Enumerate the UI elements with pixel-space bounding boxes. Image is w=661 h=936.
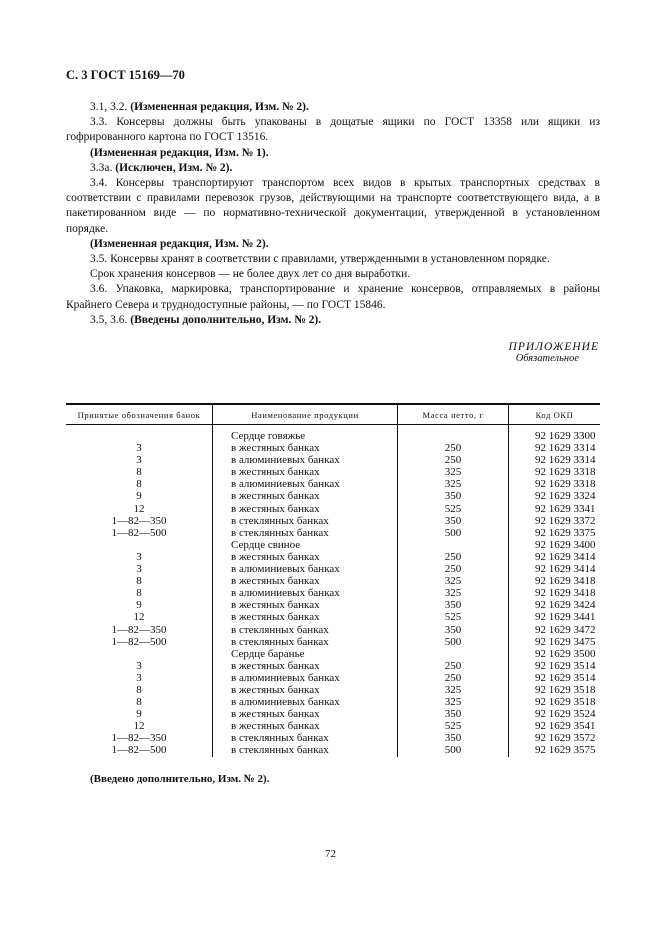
paragraph-text: 3.3. Консервы должны быть упакованы в дощатые ящики по ГОСТ 13358 или ящики из гофрированного картона по ГОСТ 13516. [66,116,600,144]
footnote: (Введено дополнительно, Изм. № 2). [90,773,270,785]
table-row [66,551,600,563]
paragraph [66,282,600,312]
table-cell: 8 [136,478,142,491]
table-cell: в жестяных банках [213,551,398,563]
table-cell: 1—82—350 [111,732,167,745]
column-header: Масса нетто, г [398,404,509,425]
table-cell: 3 [136,442,142,455]
table-row [66,587,600,599]
table-cell: 9 [136,708,142,721]
table-cell: 92 1629 3424 [509,599,601,611]
table-cell: 325 [398,587,509,599]
table-cell: 8 [136,466,142,479]
table-cell: 92 1629 3318 [509,466,601,478]
table-cell: 92 1629 3375 [509,527,601,539]
table-cell: 12 [133,611,145,624]
amendment-note: (Введены дополнительно, Изм. № 2). [130,313,322,326]
table-row [66,539,600,551]
table-row [66,684,600,696]
paragraph-text: Срок хранения консервов — не более двух лет со дня выработки. [90,268,411,281]
table-cell: 500 [398,744,509,756]
table-cell: 525 [398,720,509,732]
table-row [66,478,600,490]
table-cell [66,425,213,443]
paragraph-text: 3.5. Консервы хранят в соответствии с правилами, утвержденными в установленном порядке. [90,253,550,266]
table-cell: 1—82—500 [111,744,167,757]
table-cell: в жестяных банках [213,684,398,696]
table-cell: 325 [398,684,509,696]
table-cell: 1—82—500 [111,635,167,648]
amendment-note: (Исключен, Изм. № 2). [115,161,233,174]
table-cell: 3 [136,671,142,684]
table-cell: 525 [398,611,509,623]
table-cell: в алюминиевых банках [213,454,398,466]
table-cell [398,425,509,443]
amendment-note: (Измененная редакция, Изм. № 2). [130,101,309,113]
table-cell: 325 [398,575,509,587]
table-row [66,660,600,672]
table-cell: 1—82—500 [111,526,167,539]
table-row [66,696,600,708]
table-cell: 350 [398,732,509,744]
table-cell: 250 [398,672,509,684]
table-cell: 92 1629 3500 [509,648,601,660]
table-cell: 92 1629 3414 [509,551,601,563]
table-cell: в стеклянных банках [213,732,398,744]
table-cell: 92 1629 3341 [509,503,601,515]
table-cell: в жестяных банках [213,466,398,478]
table-cell: 92 1629 3414 [509,563,601,575]
table-row [66,490,600,502]
table-cell: 3 [136,563,142,576]
document-body [66,100,600,328]
paragraph-text: 3.5, 3.6. [90,313,131,326]
table-row [66,611,600,623]
table-cell: 250 [398,442,509,454]
table-cell: в жестяных банках [213,611,398,623]
table-cell: 92 1629 3572 [509,732,601,744]
table-cell: 350 [398,708,509,720]
table-cell: 92 1629 3514 [509,672,601,684]
table-cell: 92 1629 3518 [509,696,601,708]
table-cell: Сердце баранье [213,648,398,660]
table-cell: 92 1629 3575 [509,744,601,756]
paragraph [66,146,600,161]
table-row [66,720,600,732]
table-row [66,636,600,648]
table-cell: Сердце говяжье [213,425,398,443]
table-row [66,672,600,684]
table-cell: в алюминиевых банках [213,696,398,708]
table-row [66,732,600,744]
table-cell: 350 [398,599,509,611]
amendment-note: (Измененная редакция, Изм. № 2). [90,237,269,250]
column-header: Принятые обозначения банок [66,404,213,425]
paragraph [66,313,600,328]
table-row [66,624,600,636]
table-cell: 325 [398,478,509,490]
table-cell: в алюминиевых банках [213,478,398,490]
table-cell: в жестяных банках [213,708,398,720]
table-cell: 92 1629 3400 [509,539,601,551]
table-row [66,744,600,756]
table-cell: Сердце свиное [213,539,398,551]
table-cell: 92 1629 3324 [509,490,601,502]
table-cell: в стеклянных банках [213,527,398,539]
paragraph-text: 3.1, 3.2. [90,101,131,113]
table-cell: 9 [136,599,142,612]
table-cell: 3 [136,454,142,467]
column-header: Код ОКП [509,404,601,425]
table-cell: 92 1629 3314 [509,454,601,466]
table-cell: 12 [133,502,145,515]
table-cell: 500 [398,527,509,539]
table-cell: в алюминиевых банках [213,563,398,575]
table-cell: 3 [136,659,142,672]
column-header: Наименование продукции [213,404,398,425]
table-cell: 1—82—350 [111,514,167,527]
appendix-heading [509,341,599,364]
table-row [66,515,600,527]
table-cell: в алюминиевых банках [213,587,398,599]
table-cell: 92 1629 3372 [509,515,601,527]
paragraph [66,237,600,252]
table-cell: 250 [398,660,509,672]
paragraph [66,161,600,176]
paragraph [66,252,600,267]
table-cell: 350 [398,515,509,527]
table-row [66,503,600,515]
table-cell: 3 [136,550,142,563]
table-cell: 92 1629 3318 [509,478,601,490]
table-cell: 350 [398,624,509,636]
table-cell: 92 1629 3472 [509,624,601,636]
table-cell: в жестяных банках [213,660,398,672]
table-row [66,425,600,443]
table-cell: 92 1629 3418 [509,575,601,587]
table-cell [66,648,213,660]
table-cell: в жестяных банках [213,503,398,515]
table-row [66,708,600,720]
table-cell: в жестяных банках [213,720,398,732]
table-row [66,575,600,587]
table-cell: 325 [398,466,509,478]
table-cell: 325 [398,696,509,708]
table-cell: 250 [398,563,509,575]
table-cell: в жестяных банках [213,490,398,502]
table-cell: в жестяных банках [213,575,398,587]
table-cell [398,648,509,660]
paragraph [66,115,600,145]
table-cell: 8 [136,575,142,588]
table-cell: в стеклянных банках [213,624,398,636]
table-row [66,442,600,454]
table-cell: 92 1629 3314 [509,442,601,454]
paragraph [66,267,600,282]
table-cell: 92 1629 3441 [509,611,601,623]
table-cell [66,539,213,551]
table-cell: 1—82—350 [111,623,167,636]
product-table [66,403,600,757]
amendment-note: (Измененная редакция, Изм. № 1). [90,146,269,159]
table-cell: в стеклянных банках [213,515,398,527]
table-cell: 92 1629 3518 [509,684,601,696]
table-row [66,527,600,539]
table-cell: 92 1629 3300 [509,425,601,443]
table-row [66,466,600,478]
table-cell: 92 1629 3541 [509,720,601,732]
table-cell: 350 [398,490,509,502]
table-row [66,563,600,575]
paragraph [66,176,600,237]
table-row [66,648,600,660]
paragraph [66,100,600,115]
table-cell [398,539,509,551]
table-cell: 250 [398,454,509,466]
table-cell: 12 [133,720,145,733]
paragraph-text: 3.6. Упаковка, маркировка, транспортирование и хранение консервов, отправляемых в районы Крайнего Севера и труднодоступные районы, — по ГОСТ 15846. [66,283,600,311]
table-cell: 8 [136,587,142,600]
table-cell: 8 [136,696,142,709]
table-cell: 92 1629 3514 [509,660,601,672]
table-row [66,599,600,611]
table-row [66,454,600,466]
table-cell: 525 [398,503,509,515]
page-header: С. 3 ГОСТ 15169—70 [66,68,185,82]
appendix-title: ПРИЛОЖЕНИЕ [508,341,599,353]
appendix-subtitle: Обязательное [515,353,579,364]
paragraph-text: 3.3а. [90,161,116,174]
table-cell: 500 [398,636,509,648]
table-cell: 250 [398,551,509,563]
table-cell: в стеклянных банках [213,636,398,648]
paragraph-text: 3.4. Консервы транспортируют транспортом всех видов в крытых транспортных средствах в соответствии с правилами перевозок грузов, действующими на транспорте соответствующего вида, а в пакетированном виде — по нормативно-технической документации, утвержденной в установленном порядке. [66,177,600,235]
table-cell: 8 [136,683,142,696]
table-cell: в жестяных банках [213,442,398,454]
table-cell: в стеклянных банках [213,744,398,756]
table-cell: 9 [136,490,142,503]
table-cell: 92 1629 3418 [509,587,601,599]
table-cell: 92 1629 3524 [509,708,601,720]
page-number: 72 [325,848,336,860]
table-cell: в жестяных банках [213,599,398,611]
table-cell: в алюминиевых банках [213,672,398,684]
table-cell: 92 1629 3475 [509,636,601,648]
